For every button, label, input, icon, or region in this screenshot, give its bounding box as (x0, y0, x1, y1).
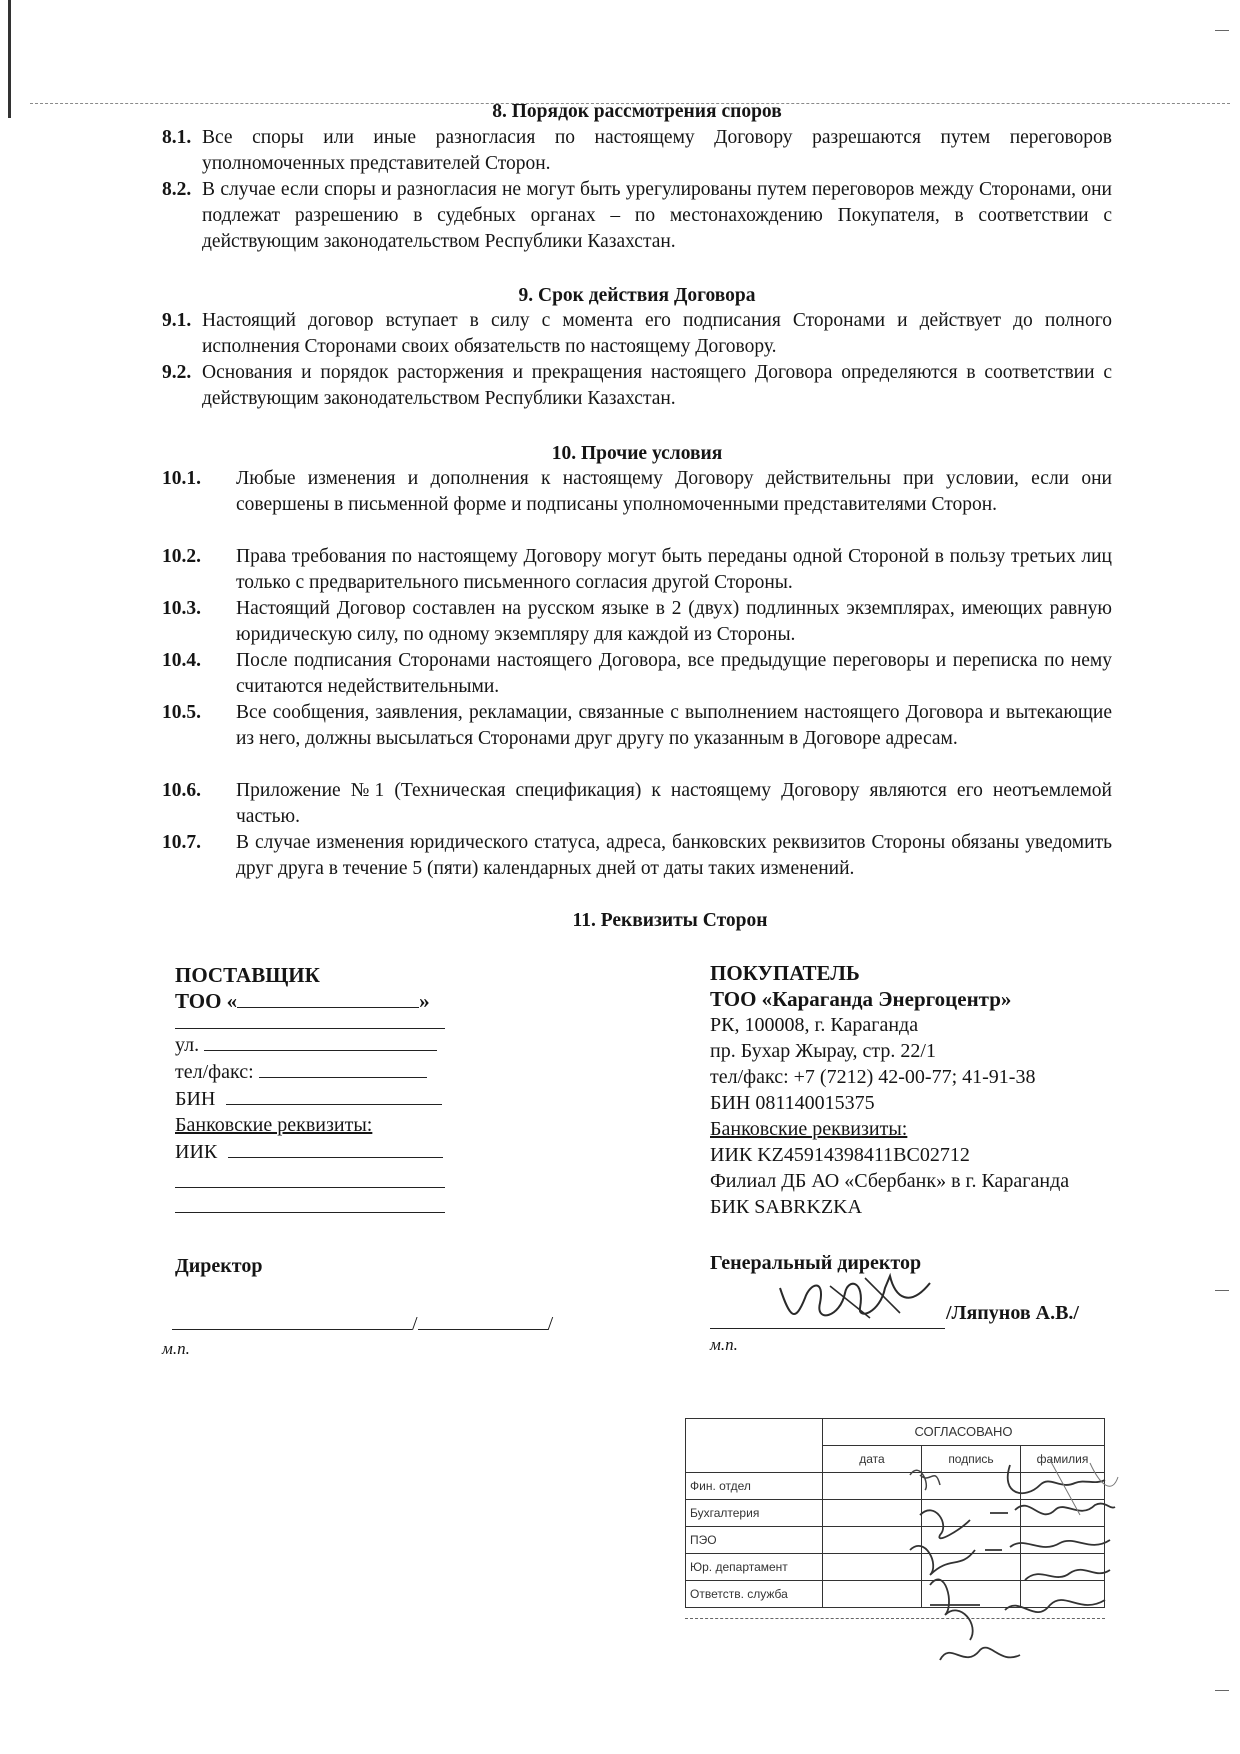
buyer-bank-label: Банковские реквизиты: (710, 1118, 908, 1140)
supplier-block (175, 962, 475, 1213)
phone-label: тел/факс: (175, 1061, 254, 1083)
supplier-signature-line[interactable]: / / (172, 1310, 558, 1332)
buyer-iik: ИИК KZ45914398411BC02712 (710, 1144, 970, 1166)
buyer-heading: ПОКУПАТЕЛЬ (710, 961, 860, 985)
clause-10-5 (162, 700, 1112, 752)
clause-number: 10.3. (162, 598, 201, 619)
buyer-block (710, 960, 1130, 1220)
clause-number: 10.6. (162, 780, 201, 801)
section-11-title: 11. Реквизиты Сторон (572, 910, 768, 931)
scan-edge (8, 0, 11, 118)
phone-field[interactable] (259, 1058, 427, 1078)
buyer-signatory: Генеральный директор (710, 1252, 922, 1274)
approval-row-label: Юр. департамент (686, 1554, 823, 1581)
clause-text: Права требования по настоящему Договору могут быть переданы одной Стороной в пользу третьих лиц только с предварительного письменного согласия другой Стороны. (236, 546, 1112, 593)
clause-10-7 (162, 830, 1112, 882)
clause-number: 9.1. (162, 310, 192, 331)
buyer-director-name: /Ляпунов А.В./ (946, 1302, 1079, 1324)
scan-mark (1215, 30, 1229, 31)
clause-number: 10.7. (162, 832, 201, 853)
blank-line[interactable] (175, 1165, 445, 1188)
stamp-bottom-line (685, 1618, 1105, 1619)
clause-text: Все сообщения, заявления, рекламации, связанные с выполнением настоящего Договора и вытекающие из него, должны высылаться Сторонами друг другу по указанным в Договоре адресам. (236, 702, 1112, 749)
approval-row-label: Фин. отдел (686, 1473, 823, 1500)
section-8-title: 8. Порядок рассмотрения споров (492, 101, 782, 122)
clause-number: 10.4. (162, 650, 201, 671)
company-suffix: » (419, 989, 430, 1013)
street-label: ул. (175, 1034, 200, 1056)
approval-stamp (685, 1418, 1105, 1638)
section-10-title: 10. Прочие условия (551, 443, 723, 464)
clause-8-1 (162, 125, 1112, 177)
company-name-field[interactable] (237, 988, 419, 1008)
supplier-phone (175, 1058, 475, 1085)
scan-mark (1215, 1690, 1229, 1691)
supplier-street (175, 1031, 475, 1058)
buyer-seal-label: м.п. (710, 1335, 738, 1354)
supplier-company (175, 988, 475, 1014)
supplier-bin (175, 1085, 475, 1112)
approval-row-label: ПЭО (686, 1527, 823, 1554)
clause-number: 9.2. (162, 362, 192, 383)
clause-10-3 (162, 596, 1112, 648)
blank-line[interactable] (175, 1188, 445, 1213)
clause-text: В случае если споры и разногласия не могут быть урегулированы путем переговоров между Сторонами, они подлежат разрешению в судебных органах – по местонахождению Покупателя, в соответствии с действующим законодательством Республики Казахстан. (202, 179, 1112, 252)
clause-10-2 (162, 544, 1112, 596)
clause-text: Любые изменения и дополнения к настоящему Договору действительны при условии, если они совершены в письменной форме и подписаны уполномоченными представителями Сторон. (236, 468, 1112, 515)
column-signature: подпись (922, 1446, 1021, 1473)
buyer-bin: БИН 081140015375 (710, 1092, 875, 1114)
street-field[interactable] (204, 1031, 437, 1051)
approval-row-label: Бухгалтерия (686, 1500, 823, 1527)
clause-10-4 (162, 648, 1112, 700)
buyer-phone: тел/факс: +7 (7212) 42-00-77; 41-91-38 (710, 1066, 1036, 1088)
clause-8-2 (162, 177, 1112, 255)
approval-row (686, 1581, 1105, 1608)
approval-stamp-title: СОГЛАСОВАНО (823, 1419, 1105, 1446)
clause-number: 10.1. (162, 468, 201, 489)
buyer-company: ТОО «Караганда Энергоцентр» (710, 987, 1012, 1011)
clause-number: 8.1. (162, 127, 192, 148)
clause-10-1 (162, 466, 1112, 518)
clause-text: Настоящий договор вступает в силу с момента его подписания Сторонами и действует до полного исполнения Сторонами своих обязательств по настоящему Договору. (202, 310, 1112, 357)
iik-field[interactable] (228, 1138, 443, 1158)
iik-label: ИИК (175, 1141, 218, 1163)
supplier-seal-label: м.п. (162, 1339, 190, 1358)
buyer-address-2: пр. Бухар Жырау, стр. 22/1 (710, 1040, 936, 1062)
clause-number: 10.5. (162, 702, 201, 723)
bin-label: БИН (175, 1088, 216, 1110)
clause-number: 8.2. (162, 179, 192, 200)
clause-9-2 (162, 360, 1112, 412)
supplier-bank-label: Банковские реквизиты: (175, 1114, 373, 1136)
scan-mark (1215, 1290, 1229, 1291)
clause-text: Все споры или иные разногласия по настоящему Договору разрешаются путем переговоров уполномоченных представителей Сторон. (202, 127, 1112, 174)
approval-row (686, 1527, 1105, 1554)
buyer-signature-line[interactable] (710, 1306, 945, 1329)
section-9-title: 9. Срок действия Договора (518, 285, 756, 306)
clause-10-6 (162, 778, 1112, 830)
buyer-branch: Филиал ДБ АО «Сбербанк» в г. Караганда (710, 1170, 1070, 1192)
company-prefix: ТОО « (175, 989, 238, 1013)
supplier-heading: ПОСТАВЩИК (175, 963, 320, 987)
approval-row-label: Ответств. служба (686, 1581, 823, 1608)
buyer-bik: БИК SABRKZKA (710, 1196, 863, 1218)
supplier-signatory: Директор (175, 1255, 263, 1277)
blank-line[interactable] (175, 1014, 445, 1029)
buyer-address-1: РК, 100008, г. Караганда (710, 1014, 919, 1036)
column-surname: фамилия (1021, 1446, 1105, 1473)
approval-row (686, 1554, 1105, 1581)
bin-field[interactable] (226, 1085, 442, 1105)
approval-row (686, 1500, 1105, 1527)
clause-text: Основания и порядок расторжения и прекращения настоящего Договора определяются в соответствии с действующим законодательством Республики Казахстан. (202, 362, 1112, 409)
clause-text: После подписания Сторонами настоящего Договора, все предыдущие переговоры и переписка по нему считаются недействительными. (236, 650, 1112, 697)
name-field[interactable] (418, 1310, 548, 1330)
clause-number: 10.2. (162, 546, 201, 567)
approval-table (685, 1418, 1105, 1608)
clause-9-1 (162, 308, 1112, 360)
clause-text: В случае изменения юридического статуса, адреса, банковских реквизитов Стороны обязаны уведомить друг друга в течение 5 (пяти) календарных дней от даты таких изменений. (236, 832, 1112, 879)
signature-field[interactable] (172, 1310, 412, 1330)
approval-row (686, 1473, 1105, 1500)
supplier-iik (175, 1138, 475, 1165)
clause-text: Приложение №1 (Техническая спецификация) к настоящему Договору являются его неотъемлемой частью. (236, 780, 1112, 827)
column-date: дата (823, 1446, 922, 1473)
clause-text: Настоящий Договор составлен на русском языке в 2 (двух) подлинных экземплярах, имеющих равную юридическую силу, по одному экземпляру для каждой из Стороны. (236, 598, 1112, 645)
